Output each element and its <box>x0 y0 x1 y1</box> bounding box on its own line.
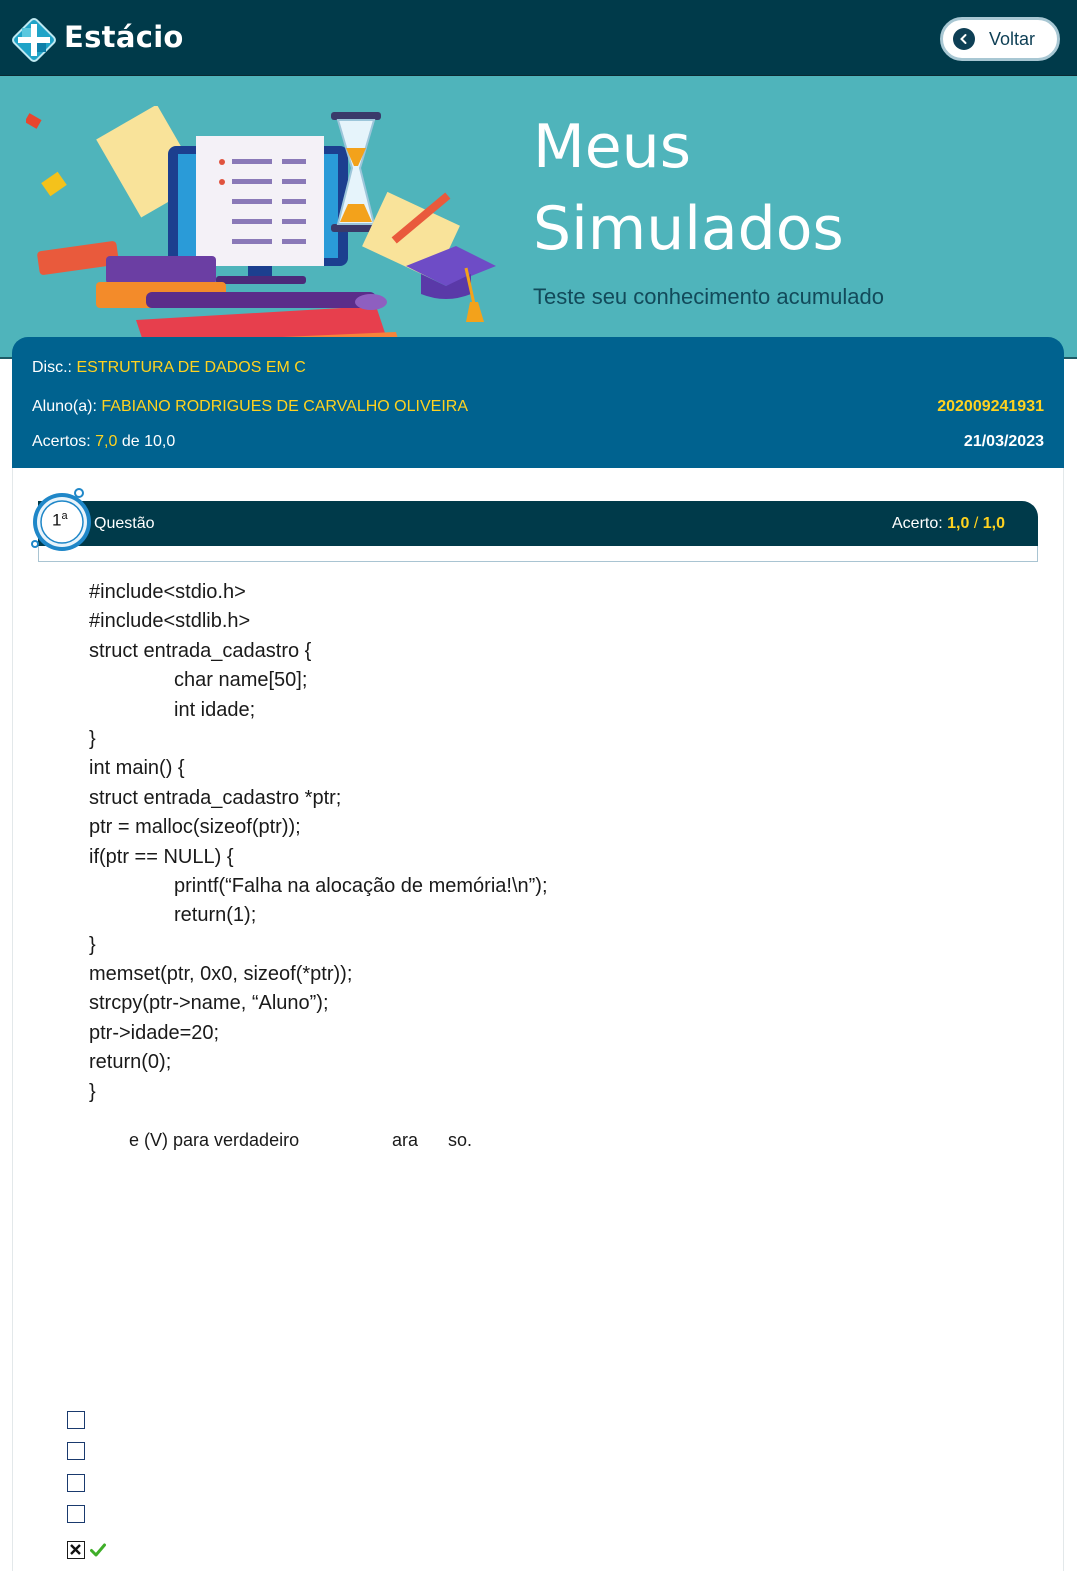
statement-fragment: so. <box>448 1130 473 1150</box>
option-checkbox-1[interactable] <box>67 1411 85 1429</box>
page-subtitle: Teste seu conhecimento acumulado <box>533 284 884 309</box>
code-line: struct entrada_cadastro *ptr; <box>89 786 342 809</box>
page-title: Meus Simulados <box>533 112 844 264</box>
discipline-value: ESTRUTURA DE DADOS EM C <box>76 359 306 376</box>
student-id: 202009241931 <box>937 398 1044 415</box>
code-snippet <box>89 578 548 1107</box>
question-label: Questão <box>94 515 155 532</box>
code-line: #include<stdlib.h> <box>89 610 251 633</box>
code-line: return(0); <box>89 1051 172 1074</box>
correct-check-icon <box>90 1543 106 1557</box>
discipline-row: Disc.: ESTRUTURA DE DADOS EM C <box>32 359 306 376</box>
code-line: strcpy(ptr->name, “Aluno”); <box>89 992 329 1015</box>
student-name: FABIANO RODRIGUES DE CARVALHO OLIVEIRA <box>101 398 468 415</box>
code-line: ptr->idade=20; <box>89 1021 220 1044</box>
code-line: } <box>89 1080 96 1103</box>
exam-info-panel <box>12 337 1064 468</box>
question-header-underline <box>38 546 1038 562</box>
code-line: char name[50]; <box>174 669 308 692</box>
option-checkbox-5[interactable] <box>67 1541 85 1559</box>
question-score: Acerto: 1,0 / 1,0 <box>892 515 1005 532</box>
statement-fragment: e (V) para verdadeiro <box>129 1130 300 1150</box>
code-line: if(ptr == NULL) { <box>89 845 234 868</box>
exam-date: 21/03/2023 <box>963 433 1044 450</box>
brand-name: Estácio <box>64 20 184 54</box>
score-row: Acertos: 7,0 de 10,0 <box>32 433 176 450</box>
option-checkbox-2[interactable] <box>67 1442 85 1460</box>
code-line: ptr = malloc(sizeof(ptr)); <box>89 816 301 839</box>
code-line: struct entrada_cadastro { <box>89 639 312 662</box>
chevron-left-icon <box>953 28 975 50</box>
code-line: printf(“Falha na alocação de memória!\n”); <box>174 874 548 897</box>
question-header <box>38 501 1038 546</box>
statement-fragment: ara <box>392 1130 419 1150</box>
top-bar <box>0 0 1077 76</box>
code-line: } <box>89 933 96 956</box>
code-line: int main() { <box>89 757 185 780</box>
score-total: de 10,0 <box>121 433 176 450</box>
estacio-logo-icon <box>10 16 58 64</box>
option-checkbox-4[interactable] <box>67 1505 85 1523</box>
code-line: int idade; <box>174 698 256 721</box>
option-checkbox-3[interactable] <box>67 1474 85 1492</box>
score-value: 7,0 <box>95 433 118 450</box>
question-number: 1$^a$ <box>52 510 68 530</box>
back-button-label: Voltar <box>989 28 1036 49</box>
code-line: } <box>89 727 96 750</box>
code-line: #include<stdio.h> <box>89 581 246 603</box>
back-button[interactable] <box>940 17 1060 61</box>
student-row: Aluno(a): FABIANO RODRIGUES DE CARVALHO OLIVEIRA <box>32 398 468 415</box>
x-mark-icon <box>68 1542 83 1557</box>
code-line: return(1); <box>174 904 257 927</box>
code-line: memset(ptr, 0x0, sizeof(*ptr)); <box>89 963 353 986</box>
hero-banner <box>0 76 1077 359</box>
